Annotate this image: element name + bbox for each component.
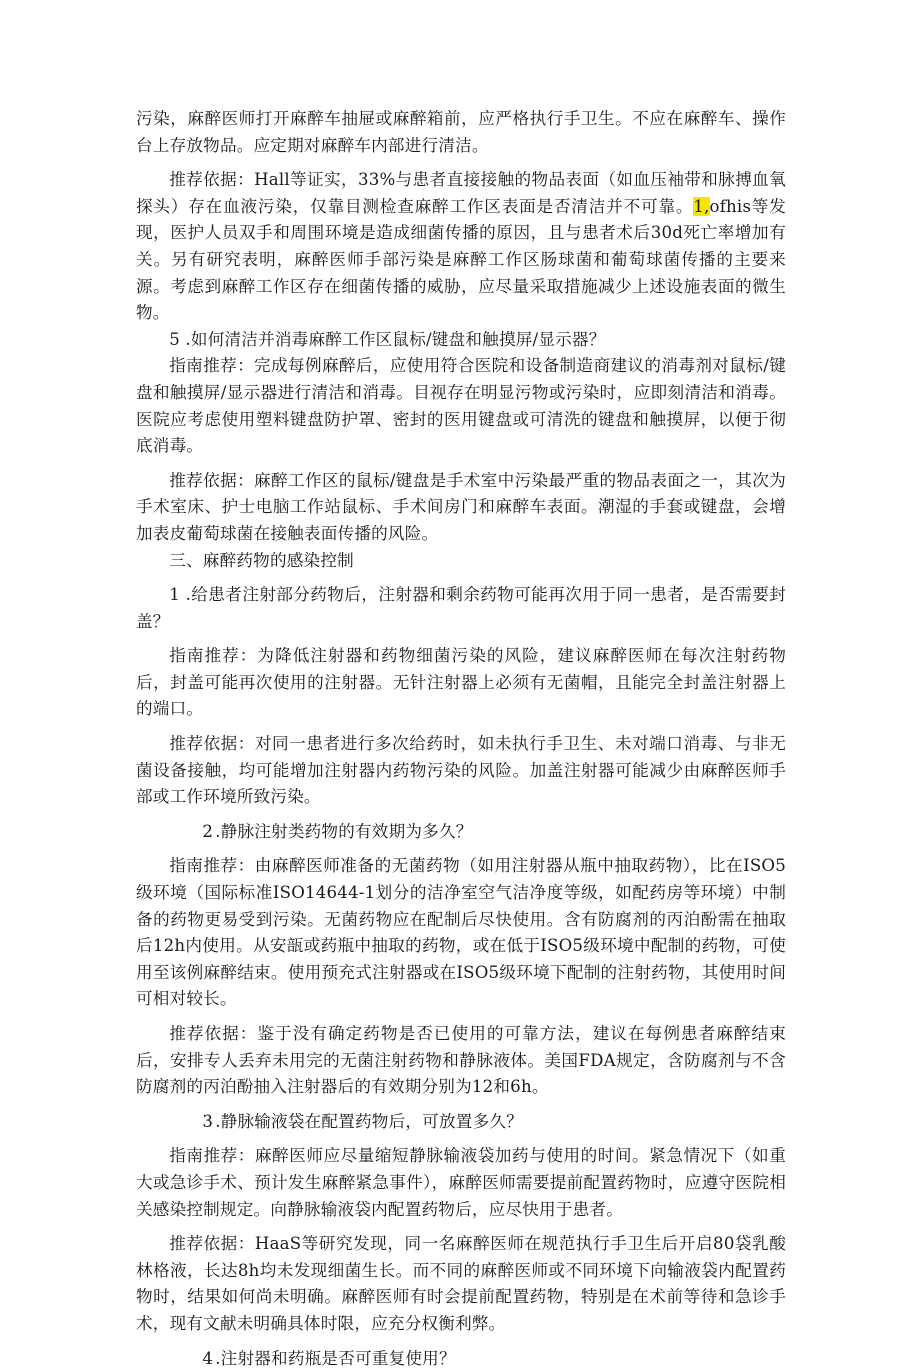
paragraph-basis-hall-text-rest: ofhis等发现，医护人员双手和周围环境是造成细菌传播的原因，且与患者术后30d死亡率增加有关。另有研究表明，麻醉医师手部污染是麻醉工作区肠球菌和葡萄球菌传播的主要来源。考虑到麻醉工作区存在细菌传播的威胁，应尽量采取措施减少上述设施表面的微生物。	[136, 196, 786, 323]
question-2-text: .静脉注射类药物的有效期为多久？	[215, 821, 473, 841]
question-1-heading: 1 .给患者注射部分药物后，注射器和剩余药物可能再次用于同一患者，是否需要封盖？	[136, 585, 786, 631]
paragraph-basis-hall	[136, 167, 786, 327]
question-4-heading	[136, 1346, 786, 1372]
question-4-text: .注射器和药瓶是否可重复使用？	[215, 1348, 456, 1368]
question-3-heading	[136, 1109, 786, 1136]
highlighted-text: 1,	[693, 196, 710, 216]
question-3-text: .静脉输液袋在配置药物后，可放置多久？	[215, 1111, 523, 1131]
paragraph-basis-infusion-bag: 推荐依据：HaaS等研究发现，同一名麻醉医师在规范执行手卫生后开启80袋乳酸林格液，长达8h均未发现细菌生长。而不同的麻醉医师或不同环境下向输液袋内配置药物时，结果如何尚未明确。麻醉医师有时会提前配置药物，特别是在术前等待和急诊手术，现有文献未明确具体时限，应充分权衡利弊。	[136, 1234, 786, 1333]
question-3-number: 3	[202, 1111, 214, 1131]
paragraph-cleaning-continued: 污染，麻醉医师打开麻醉车抽屉或麻醉箱前，应严格执行手卫生。不应在麻醉车、操作台上存放物品。应定期对麻醉车内部进行清洁。	[136, 109, 786, 155]
question-4-number: 4	[202, 1348, 214, 1368]
paragraph-guideline-infusion-bag: 指南推荐：麻醉医师应尽量缩短静脉输液袋加药与使用的时间。紧急情况下（如重大或急诊手术、预计发生麻醉紧急事件），麻醉医师需要提前配置药物时，应遵守医院相关感染控制规定。向静脉输液袋内配置药物后，应尽快用于患者。	[136, 1146, 786, 1219]
paragraph-guideline-expiry: 指南推荐：由麻醉医师准备的无菌药物（如用注射器从瓶中抽取药物），比在ISO5级环境（国际标准ISO14644-1划分的洁净室空气洁净度等级，如配药房等环境）中制备的药物更易受到污染。无菌药物应在配制后尽快使用。含有防腐剂的丙泊酚需在抽取后12h内使用。从安瓿或药瓶中抽取的药物，或在低于ISO5级环境中配制的药物，可使用至该例麻醉结束。使用预充式注射器或在ISO5级环境下配制的注射药物，其使用时间可相对较长。	[136, 856, 786, 1009]
paragraph-basis-syringe-cap: 推荐依据：对同一患者进行多次给药时，如未执行手卫生、未对端口消毒、与非无菌设备接触，均可能增加注射器内药物污染的风险。加盖注射器可能减少由麻醉医师手部或工作环境所致污染。	[136, 734, 786, 807]
question-2-heading	[136, 819, 786, 846]
paragraph-guideline-syringe-cap: 指南推荐：为降低注射器和药物细菌污染的风险，建议麻醉医师在每次注射药物后，封盖可能再次使用的注射器。无针注射器上必须有无菌帽，且能完全封盖注射器上的端口。	[136, 646, 786, 719]
section-heading-drug-infection-control: 三、麻醉药物的感染控制	[169, 550, 354, 570]
document-body	[136, 106, 786, 1372]
paragraph-basis-hall-text: 推荐依据：Hall等证实，33%与患者直接接触的物品表面（如血压袖带和脉搏血氧探头）存在血液污染，仅靠目测检查麻醉工作区表面是否清洁并不可靠。	[136, 170, 786, 216]
paragraph-basis-expiry: 推荐依据：鉴于没有确定药物是否已使用的可靠方法，建议在每例患者麻醉结束后，安排专人丢弃未用完的无菌注射药物和静脉液体。美国FDA规定，含防腐剂与不含防腐剂的丙泊酚抽入注射器后的有效期分别为12和6h。	[136, 1024, 786, 1097]
paragraph-guideline-keyboard: 指南推荐：完成每例麻醉后，应使用符合医院和设备制造商建议的消毒剂对鼠标/键盘和触摸屏/显示器进行清洁和消毒。目视存在明显污物或污染时，应即刻清洁和消毒。医院应考虑使用塑料键盘防护罩、密封的医用键盘或可清洗的键盘和触摸屏，以便于彻底消毒。	[136, 356, 786, 456]
question-2-number: 2	[202, 821, 214, 841]
question-5-heading: 5 .如何清洁并消毒麻醉工作区鼠标/键盘和触摸屏/显示器？	[169, 329, 606, 349]
paragraph-basis-keyboard: 推荐依据：麻醉工作区的鼠标/键盘是手术室中污染最严重的物品表面之一，其次为手术室床、护士电脑工作站鼠标、手术间房门和麻醉车表面。潮湿的手套或键盘，会增加表皮葡萄球菌在接触表面传播的风险。	[136, 470, 786, 543]
